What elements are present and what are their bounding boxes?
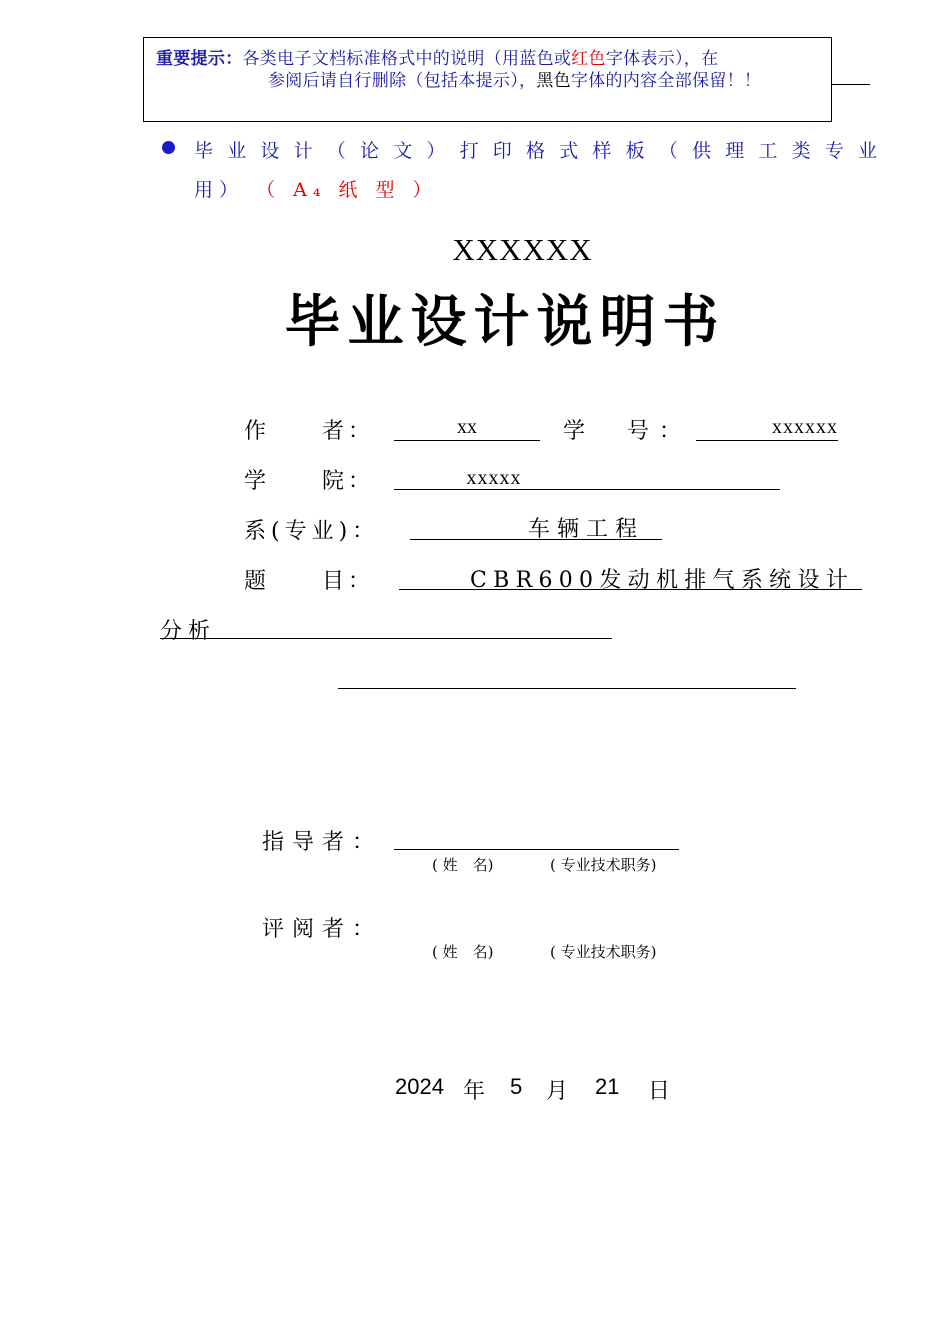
reviewer-label: 评阅者： [262, 917, 383, 942]
advisor-title-caption: ( 专业技术职务) [550, 856, 657, 874]
date-day: 21 [595, 1074, 620, 1099]
major-label: 系(专业)： [244, 519, 380, 544]
college-label: 学 院： [244, 469, 375, 494]
template-note-line-1: 毕业设计（论文）打印格式样板（供理工类专业 [194, 140, 892, 162]
topic-underline-3 [338, 688, 796, 689]
major-value: 车辆工程 [528, 517, 645, 542]
topic-label: 题 目： [244, 569, 375, 594]
notice-black-word: 黑色 [536, 71, 571, 91]
bullet-icon [162, 141, 175, 154]
paper-size-note: （ A₄ 纸 型 ） [256, 179, 438, 201]
notice-line-2 [268, 66, 761, 91]
author-underline [394, 440, 540, 441]
major-underline [410, 539, 662, 540]
school-name: XXXXXX [452, 232, 593, 267]
reviewer-title-caption: ( 专业技术职务) [550, 943, 657, 961]
date-year-unit: 年 [463, 1078, 486, 1103]
student-id-label: 学 号： [563, 419, 692, 444]
notice-text-2-tail: 字体的内容全部保留！！ [570, 71, 762, 91]
template-note-line-2 [194, 175, 438, 202]
author-label: 作 者： [244, 419, 375, 444]
notice-text-1: 各类电子文档标准格式中的说明（用蓝色或 [242, 49, 572, 69]
topic-value-line-2: 分析 [160, 619, 217, 644]
notice-text-2: 参阅后请自行删除（包括本提示）， [268, 71, 537, 91]
author-value: xx [457, 416, 477, 438]
topic-underline-2 [160, 638, 612, 639]
student-id-underline [696, 440, 838, 441]
topic-underline-1 [399, 589, 862, 590]
date-year: 2024 [395, 1074, 444, 1099]
reviewer-name-caption: ( 姓 名) [432, 943, 494, 961]
notice-red-word: 红色 [571, 49, 606, 69]
page-title: 毕业设计说明书 [284, 289, 726, 355]
advisor-name-caption: ( 姓 名) [432, 856, 494, 874]
advisor-underline [394, 849, 679, 850]
date-day-unit: 日 [648, 1078, 671, 1103]
student-id-value: xxxxxx [772, 416, 838, 438]
date-month-unit: 月 [546, 1078, 569, 1103]
advisor-label: 指导者： [262, 830, 383, 855]
notice-rule [832, 84, 870, 85]
college-underline [394, 489, 780, 490]
notice-text-1-tail: 字体表示），在 [605, 49, 719, 69]
notice-prefix: 重要提示： [156, 49, 243, 69]
template-note-tail: 用） [194, 179, 245, 201]
college-value: xxxxx [466, 467, 522, 489]
date-month: 5 [510, 1074, 523, 1099]
topic-value-line-1: CBR600发动机排气系统设计 [470, 568, 855, 593]
